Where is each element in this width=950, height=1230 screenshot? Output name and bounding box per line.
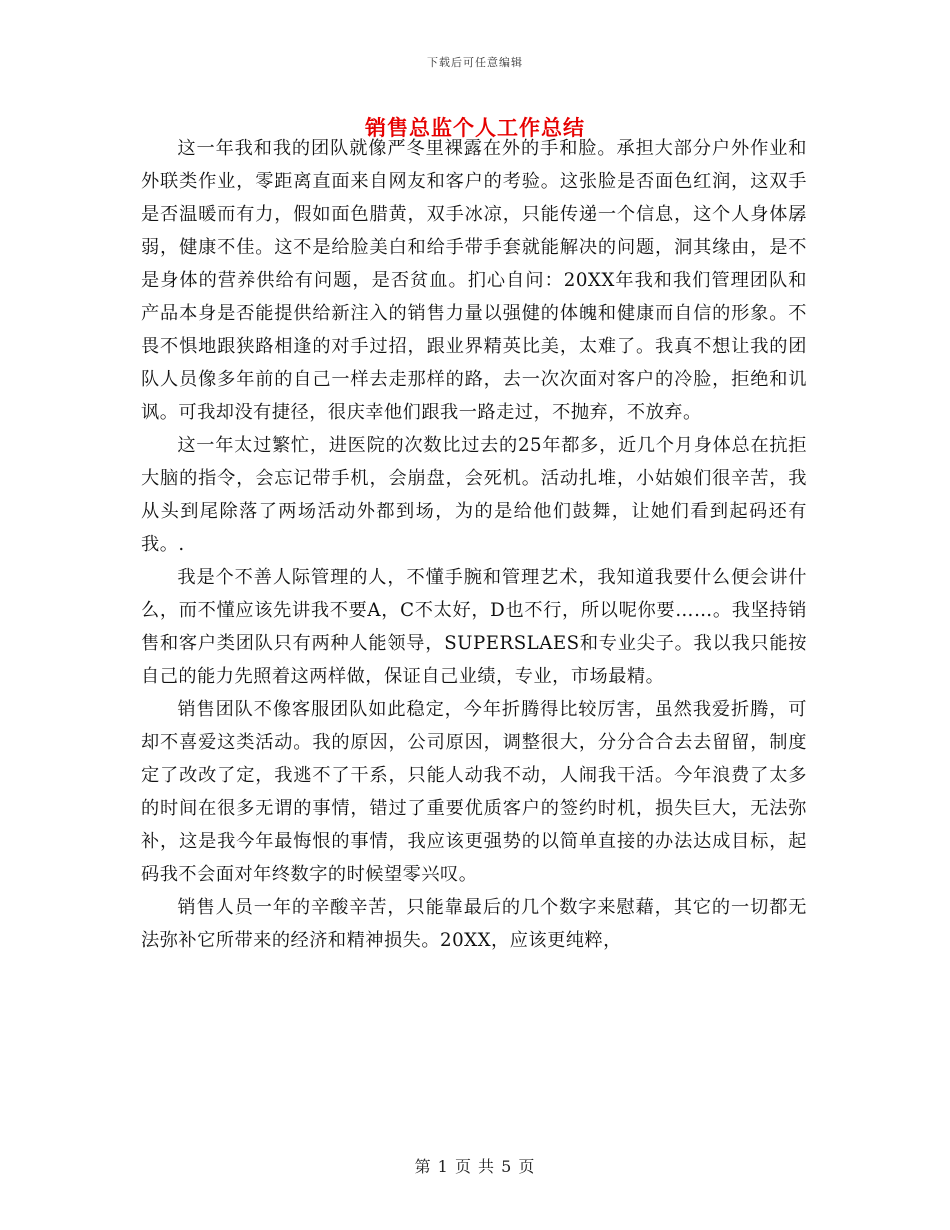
paragraph-2: 这一年太过繁忙，进医院的次数比过去的25年都多，近几个月身体总在抗拒大脑的指令，会忘记带手机，会崩盘，会死机。活动扎堆，小姑娘们很辛苦，我从头到尾除落了两场活动外都到场，为的是给他们鼓舞，让她们看到起码还有我。. [141,435,807,555]
document-body [141,132,807,957]
page-indicator: 第 1 页 共 5 页 [414,1157,536,1176]
paragraph-4: 销售团队不像客服团队如此稳定，今年折腾得比较厉害，虽然我爱折腾，可却不喜爱这类活动。我的原因，公司原因，调整很大，分分合合去去留留，制度定了改改了定，我逃不了干系，只能人动我不动，人闹我干活。今年浪费了太多的时间在很多无谓的事情，错过了重要优质客户的签约时机，损失巨大，无法弥补，这是我今年最悔恨的事情，我应该更强势的以简单直接的办法达成目标，起码我不会面对年终数字的时候望零兴叹。 [141,699,807,885]
paragraph-1: 这一年我和我的团队就像严冬里裸露在外的手和脸。承担大部分户外作业和外联类作业，零距离直面来自网友和客户的考验。这张脸是否面色红润，这双手是否温暖而有力，假如面色腊黄，双手冰凉，只能传递一个信息，这个人身体孱弱，健康不佳。这不是给脸美白和给手带手套就能解决的问题，洞其缘由，是不是身体的营养供给有问题，是否贫血。扪心自问：20XX年我和我们管理团队和产品本身是否能提供给新注入的销售力量以强健的体魄和健康而自信的形象。不畏不惧地跟狭路相逢的对手过招，跟业界精英比美，太难了。我真不想让我的团队人员像多年前的自己一样去走那样的路，去一次次面对客户的冷脸，拒绝和讥讽。可我却没有捷径，很庆幸他们跟我一路走过，不抛弃，不放弃。 [141,138,807,423]
document-title: 销售总监个人工作总结 [365,116,585,140]
paragraph-5: 销售人员一年的辛酸辛苦，只能靠最后的几个数字来慰藉，其它的一切都无法弥补它所带来的经济和精神损失。20XX，应该更纯粹， [141,897,807,951]
paragraph-3: 我是个不善人际管理的人，不懂手腕和管理艺术，我知道我要什么便会讲什么，而不懂应该先讲我不要A，C不太好，D也不行，所以呢你要……。我坚持销售和客户类团队只有两种人能领导，SUPERSLAES和专业尖子。我以我只能按自己的能力先照着这两样做，保证自己业绩，专业，市场最精。 [141,567,807,687]
header-note: 下载后可任意编辑 [427,56,523,69]
